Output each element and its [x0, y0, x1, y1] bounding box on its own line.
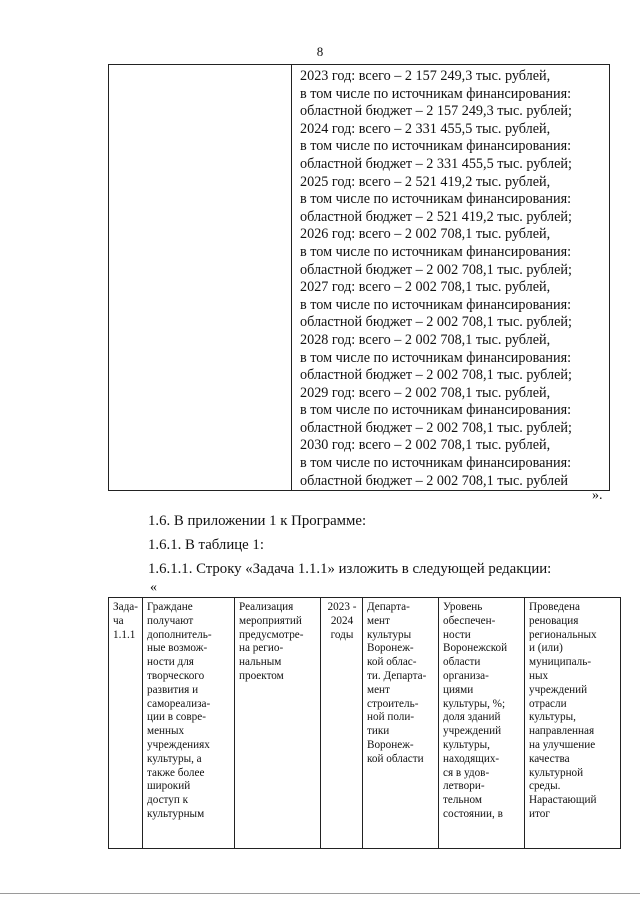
cell-line: отрасли: [529, 697, 567, 710]
cell-line: качества: [529, 752, 570, 765]
cell-line: строитель-: [367, 697, 419, 710]
cell-line: культуры: [367, 628, 412, 641]
financing-lines: [292, 65, 609, 490]
cell-line: 2024: [330, 614, 354, 627]
financing-line: в том числе по источникам финансирования:: [300, 138, 572, 155]
cell-line: дополнитель-: [147, 628, 212, 641]
cell-line: предусмотре-: [239, 628, 304, 641]
cell-line: циями: [443, 683, 474, 696]
cell-line: среды.: [529, 780, 561, 793]
financing-line: областной бюджет – 2 002 708,1 тыс. рублей;: [300, 261, 572, 278]
paragraph-1-6: 1.6. В приложении 1 к Программе:: [148, 513, 367, 529]
cell-line: учреждений: [443, 725, 502, 738]
opening-quote: «: [150, 580, 157, 595]
paragraph-1-6-1-1: 1.6.1.1. Строку «Задача 1.1.1» изложить в следующей редакции:: [148, 561, 552, 577]
task-table: [108, 597, 621, 849]
financing-line: областной бюджет – 2 521 419,2 тыс. рублей;: [300, 208, 572, 225]
financing-line: областной бюджет – 2 331 455,5 тыс. рублей;: [300, 155, 572, 172]
cell-line: ти. Департа-: [367, 669, 427, 682]
cell-line: нальным: [239, 656, 282, 669]
financing-line: областной бюджет – 2 002 708,1 тыс. рублей;: [300, 419, 572, 436]
cell-line: культуры, а: [147, 752, 202, 765]
cell-line: на регио-: [239, 642, 284, 655]
paragraph-1-6-1: 1.6.1. В таблице 1:: [148, 537, 264, 553]
cell-line: доступ к: [147, 794, 189, 807]
cell-line: обеспечен-: [443, 614, 496, 627]
cell-line: 1.1.1: [113, 628, 136, 641]
cell-line: тельном: [443, 794, 482, 807]
cell-line: направленная: [529, 725, 595, 738]
financing-line: 2030 год: всего – 2 002 708,1 тыс. рублей,: [300, 437, 551, 454]
cell-line: Нарастающий: [529, 794, 597, 807]
cell-line: Граждане: [147, 601, 193, 613]
financing-line: областной бюджет – 2 157 249,3 тыс. рублей;: [300, 103, 572, 120]
financing-line: 2027 год: всего – 2 002 708,1 тыс. рублей,: [300, 279, 551, 296]
cell-line: Уровень: [443, 601, 483, 613]
cell-line: мент: [367, 614, 390, 627]
cell-line: Воронеж-: [367, 642, 414, 655]
cell-line: ности: [443, 628, 471, 641]
cell-line: Реализация: [239, 601, 294, 613]
executor-cell: [363, 598, 439, 849]
cell-line: итог: [529, 807, 550, 820]
cell-line: Воронежской: [443, 642, 508, 655]
task-description-cell: [143, 598, 235, 849]
financing-line: областной бюджет – 2 002 708,1 тыс. рублей;: [300, 314, 572, 331]
cell-line: творческого: [147, 669, 205, 682]
cell-line: находящих-: [443, 752, 500, 765]
financing-table-right-cell: [292, 65, 610, 491]
financing-line: в том числе по источникам финансирования:: [300, 296, 572, 313]
cell-line: ции в совре-: [147, 711, 206, 724]
cell-line: кой облас-: [367, 656, 417, 669]
cell-line: кой области: [367, 752, 424, 765]
cell-line: культурной: [529, 766, 584, 779]
cell-line: мент: [367, 683, 390, 696]
cell-line: менных: [147, 725, 185, 738]
financing-line: 2029 год: всего – 2 002 708,1 тыс. рублей,: [300, 384, 551, 401]
financing-line: областной бюджет – 2 002 708,1 тыс. рублей: [300, 472, 568, 489]
cell-line: культурным: [147, 807, 205, 820]
cell-line: ности для: [147, 656, 194, 669]
cell-line: получают: [147, 614, 194, 627]
indicator-cell: [439, 598, 525, 849]
task-number-cell: [109, 598, 143, 849]
cell-line: широкий: [147, 780, 191, 793]
cell-line: состоянии, в: [443, 807, 503, 820]
cell-line: реновация: [529, 614, 579, 627]
financing-line: в том числе по источникам финансирования:: [300, 455, 572, 472]
cell-line: учреждений: [529, 683, 588, 696]
result-cell: [525, 598, 621, 849]
cell-line: региональных: [529, 628, 597, 641]
cell-line: на улучшение: [529, 738, 596, 751]
cell-line: Зада-: [113, 601, 138, 613]
implementation-cell: [235, 598, 321, 849]
cell-line: доля зданий: [443, 711, 501, 724]
financing-line: 2023 год: всего – 2 157 249,3 тыс. рублей,: [300, 68, 551, 84]
financing-line: в том числе по источникам финансирования:: [300, 349, 572, 366]
page-number: 8: [316, 44, 324, 59]
cell-line: проектом: [239, 669, 284, 682]
cell-line: области: [443, 656, 481, 669]
cell-line: мероприятий: [239, 614, 302, 627]
cell-line: ной поли-: [367, 711, 415, 724]
financing-line: в том числе по источникам финансирования:: [300, 191, 572, 208]
cell-line: 2023 -: [327, 601, 357, 613]
cell-line: ча: [113, 614, 124, 627]
cell-line: Воронеж-: [367, 738, 414, 751]
period-cell: [321, 598, 363, 849]
cell-line: ся в удов-: [443, 766, 490, 779]
financing-table-left-cell: [109, 65, 292, 491]
table-row: [109, 598, 621, 849]
cell-line: муниципаль-: [529, 656, 592, 669]
cell-line: и (или): [529, 642, 563, 655]
financing-line: 2026 год: всего – 2 002 708,1 тыс. рублей,: [300, 226, 551, 243]
cell-line: Департа-: [367, 601, 410, 613]
financing-line: 2028 год: всего – 2 002 708,1 тыс. рублей,: [300, 331, 551, 348]
cell-line: самореализа-: [147, 697, 211, 710]
cell-line: летвори-: [443, 780, 485, 793]
cell-line: также более: [147, 766, 205, 779]
cell-line: учреждениях: [147, 738, 210, 751]
financing-line: в том числе по источникам финансирования:: [300, 402, 572, 419]
cell-line: Проведена: [529, 601, 580, 613]
cell-line: культуры, %;: [443, 697, 506, 710]
financing-line: в том числе по источникам финансирования:: [300, 243, 572, 260]
financing-line: областной бюджет – 2 002 708,1 тыс. рублей;: [300, 367, 572, 384]
cell-line: культуры,: [443, 738, 490, 751]
financing-table-continuation: [108, 64, 610, 491]
closing-quote: ».: [592, 488, 603, 503]
financing-line: в том числе по источникам финансирования:: [300, 85, 572, 102]
cell-line: годы: [330, 628, 354, 641]
financing-line: 2024 год: всего – 2 331 455,5 тыс. рублей,: [300, 120, 551, 137]
cell-line: развития и: [147, 683, 199, 696]
cell-line: ные возмож-: [147, 642, 208, 655]
cell-line: культуры,: [529, 711, 576, 724]
cell-line: тики: [367, 725, 390, 738]
financing-line: 2025 год: всего – 2 521 419,2 тыс. рублей,: [300, 173, 551, 190]
cell-line: ных: [529, 669, 549, 682]
footer-divider: [0, 893, 640, 894]
cell-line: организа-: [443, 669, 489, 682]
